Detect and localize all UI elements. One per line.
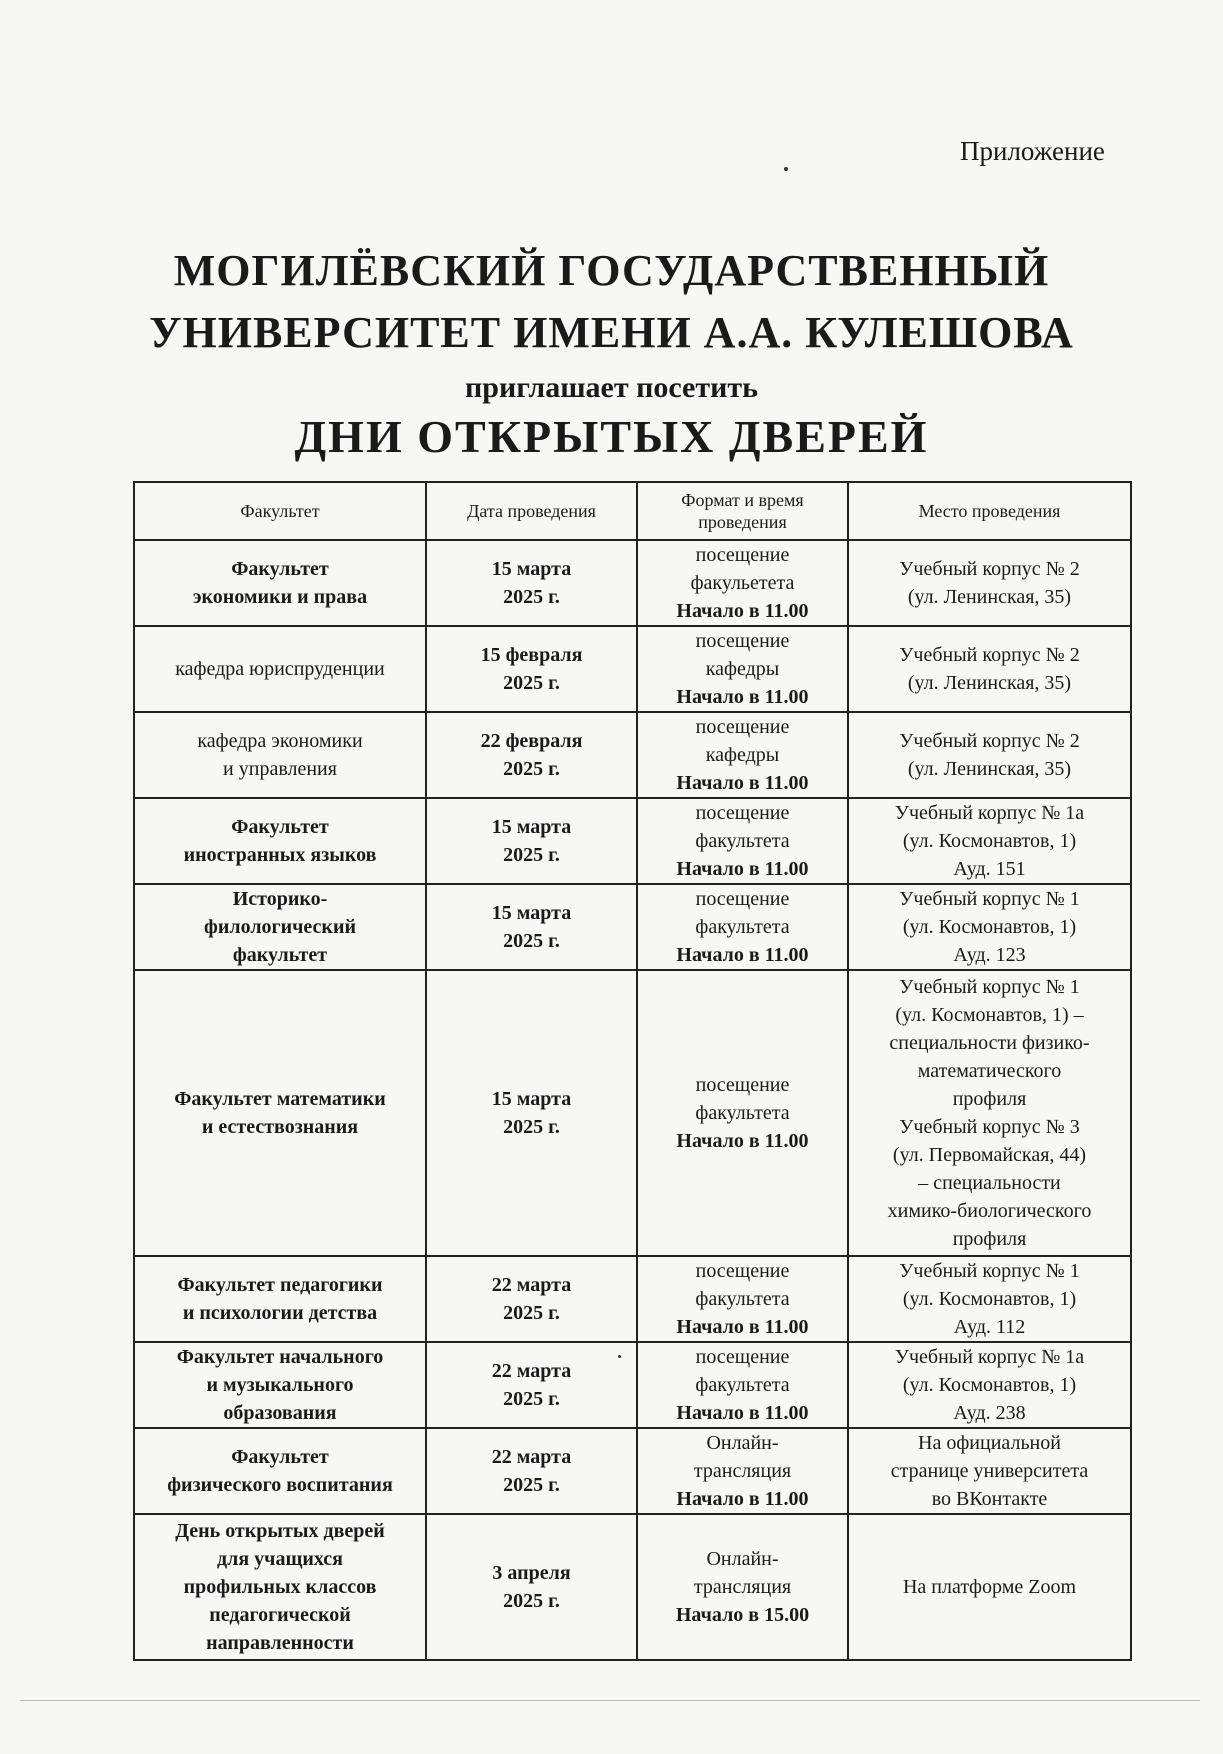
- format-text: Онлайн- трансляция: [693, 1432, 792, 1482]
- start-time: Начало в 11.00: [676, 1130, 809, 1152]
- header-format: Формат и время проведения: [637, 482, 848, 540]
- format-cell: [637, 970, 848, 1256]
- university-name-line-2: УНИВЕРСИТЕТ ИМЕНИ А.А. КУЛЕШОВА: [149, 308, 1074, 357]
- start-time: Начало в 11.00: [676, 686, 809, 708]
- table-row: [134, 884, 1131, 970]
- faculty-cell: Факультет экономики и права: [134, 540, 426, 626]
- place-cell: Учебный корпус № 2 (ул. Ленинская, 35): [848, 626, 1131, 712]
- format-cell: [637, 1342, 848, 1428]
- table-row: [134, 1428, 1131, 1514]
- format-text: посещение факультета: [695, 888, 790, 938]
- date-cell: 15 марта 2025 г.: [426, 970, 637, 1256]
- start-time: Начало в 11.00: [676, 1488, 809, 1510]
- scan-speck: [784, 167, 788, 171]
- faculty-cell: Историко- филологический факультет: [134, 884, 426, 970]
- table-row: [134, 798, 1131, 884]
- format-cell: [637, 1428, 848, 1514]
- header-faculty: Факультет: [134, 482, 426, 540]
- format-text: Онлайн- трансляция: [693, 1548, 792, 1598]
- format-text: посещение факультета: [695, 1346, 790, 1396]
- format-cell: [637, 884, 848, 970]
- date-cell: 22 февраля 2025 г.: [426, 712, 637, 798]
- table-row: [134, 1342, 1131, 1428]
- date-cell: 22 марта 2025 г.: [426, 1428, 637, 1514]
- event-title: ДНИ ОТКРЫТЫХ ДВЕРЕЙ: [294, 411, 929, 462]
- format-text: посещение кафедры: [695, 716, 790, 766]
- faculty-cell: Факультет начального и музыкального образования: [134, 1342, 426, 1428]
- start-time: Начало в 11.00: [676, 600, 809, 622]
- start-time: Начало в 11.00: [676, 858, 809, 880]
- date-cell: 3 апреля 2025 г.: [426, 1514, 637, 1660]
- start-time: Начало в 15.00: [675, 1604, 810, 1626]
- format-text: посещение факульетета: [690, 544, 795, 594]
- invite-text: приглашает посетить: [465, 371, 758, 404]
- faculty-cell: День открытых дверей для учащихся профильных классов педагогической направленности: [134, 1514, 426, 1660]
- format-text: посещение кафедры: [695, 630, 790, 680]
- start-time: Начало в 11.00: [676, 1316, 809, 1338]
- faculty-cell: Факультет педагогики и психологии детства: [134, 1256, 426, 1342]
- format-cell: [637, 540, 848, 626]
- place-cell: На официальной странице университета во ВКонтакте: [848, 1428, 1131, 1514]
- faculty-cell: кафедра экономики и управления: [134, 712, 426, 798]
- faculty-cell: кафедра юриспруденции: [134, 626, 426, 712]
- place-cell: Учебный корпус № 1а (ул. Космонавтов, 1) Ауд. 238: [848, 1342, 1131, 1428]
- header-place: Место проведения: [848, 482, 1131, 540]
- place-cell: На платформе Zoom: [848, 1514, 1131, 1660]
- title-block: [0, 240, 1223, 464]
- header-date: Дата проведения: [426, 482, 637, 540]
- table-row: [134, 540, 1131, 626]
- format-text: посещение факультета: [695, 1074, 790, 1124]
- place-cell: Учебный корпус № 1 (ул. Космонавтов, 1) Ауд. 112: [848, 1256, 1131, 1342]
- faculty-cell: Факультет математики и естествознания: [134, 970, 426, 1256]
- faculty-cell: Факультет физического воспитания: [134, 1428, 426, 1514]
- table-row: [134, 626, 1131, 712]
- table-header-row: [134, 482, 1131, 540]
- date-cell: 15 марта 2025 г.: [426, 798, 637, 884]
- place-cell: Учебный корпус № 1 (ул. Космонавтов, 1) – специальности физико- математического профиля Учебный корпус № 3 (ул. Первомайская, 44) – специальности химико-биологического профиля: [848, 970, 1131, 1256]
- date-cell: 22 марта 2025 г.: [426, 1256, 637, 1342]
- table-row: [134, 1256, 1131, 1342]
- place-cell: Учебный корпус № 2 (ул. Ленинская, 35): [848, 712, 1131, 798]
- format-cell: [637, 712, 848, 798]
- place-cell: Учебный корпус № 1 (ул. Космонавтов, 1) Ауд. 123: [848, 884, 1131, 970]
- format-cell: [637, 798, 848, 884]
- start-time: Начало в 11.00: [676, 772, 809, 794]
- university-name-line-1: МОГИЛЁВСКИЙ ГОСУДАРСТВЕННЫЙ: [173, 246, 1050, 295]
- faculty-cell: Факультет иностранных языков: [134, 798, 426, 884]
- place-cell: Учебный корпус № 1а (ул. Космонавтов, 1) Ауд. 151: [848, 798, 1131, 884]
- schedule-table: [133, 481, 1132, 1661]
- format-cell: [637, 626, 848, 712]
- format-cell: [637, 1514, 848, 1660]
- place-cell: Учебный корпус № 2 (ул. Ленинская, 35): [848, 540, 1131, 626]
- format-text: посещение факультета: [695, 1260, 790, 1310]
- start-time: Начало в 11.00: [676, 1402, 809, 1424]
- table-row: [134, 970, 1131, 1256]
- appendix-label: Приложение: [960, 136, 1105, 166]
- table-row: [134, 712, 1131, 798]
- format-cell: [637, 1256, 848, 1342]
- start-time: Начало в 11.00: [676, 944, 809, 966]
- page-edge-line: [20, 1700, 1200, 1701]
- date-cell: 22 марта 2025 г.: [426, 1342, 637, 1428]
- date-cell: 15 марта 2025 г.: [426, 884, 637, 970]
- date-cell: 15 февраля 2025 г.: [426, 626, 637, 712]
- format-text: посещение факультета: [695, 802, 790, 852]
- date-cell: 15 марта 2025 г.: [426, 540, 637, 626]
- table-row: [134, 1514, 1131, 1660]
